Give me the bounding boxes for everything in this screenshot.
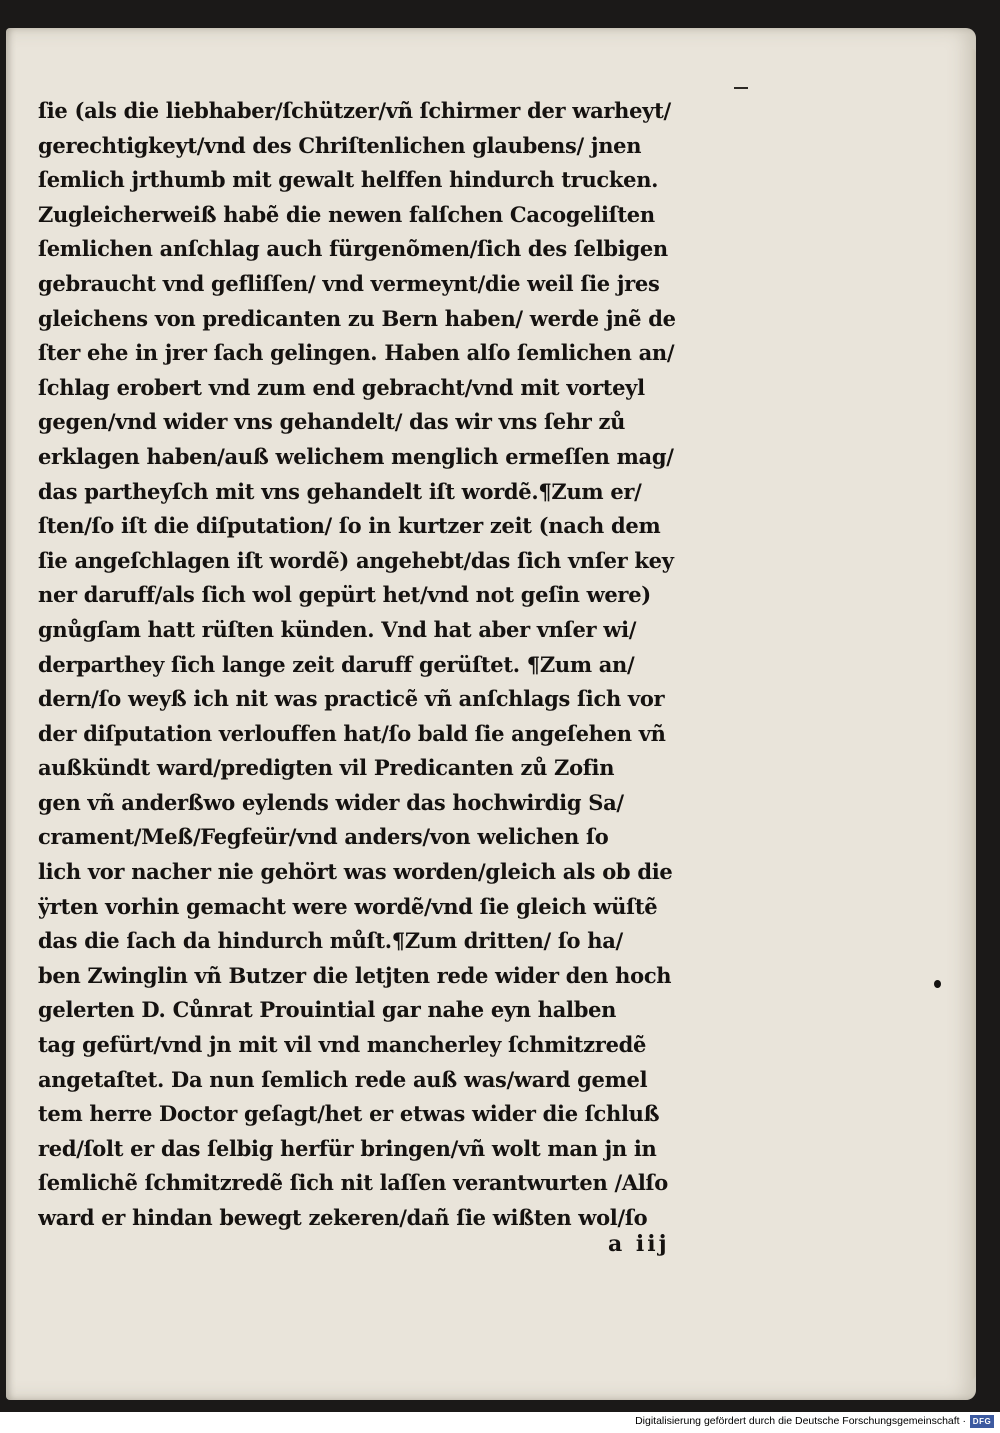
text-line: ſemlichẽ ſchmitzredẽ ſich nit laſſen verantwurten /Alſo [38, 1170, 668, 1196]
margin-ink-dot [934, 980, 941, 988]
text-line: ner daruff/als ſich wol gepürt het/vnd not geſin were) [38, 582, 651, 608]
signature-mark: a iij [608, 1231, 670, 1257]
text-line: der diſputation verlouffen hat/ſo bald ſie angeſehen vñ [38, 720, 666, 746]
text-line: ſemlichen anſchlag auch fürgenõmen/ſich des ſelbigen [38, 236, 668, 262]
text-line: gleichens von predicanten zu Bern haben/ werde jnẽ de [38, 305, 676, 331]
text-line: derparthey ſich lange zeit daruff gerüſtet. ¶Zum an/ [38, 651, 635, 677]
text-line: ward er hindan bewegt zekeren/dañ ſie wißten wol/ſo [38, 1205, 648, 1230]
text-line: crament/Meß/Fegfeür/vnd anders/von welichen ſo [38, 824, 609, 850]
text-line: gnůgſam hatt rüſten künden. Vnd hat aber vnſer wi/ [38, 616, 637, 642]
text-line: das die ſach da hindurch můſt.¶Zum dritten/ ſo ha/ [38, 928, 623, 954]
text-line: das partheyſch mit vns gehandelt iſt wordẽ.¶Zum er/ [38, 478, 642, 504]
text-line: Zugleicherweiß habẽ die newen falſchen Cacogeliſten [38, 201, 655, 227]
ink-speck [734, 87, 748, 89]
text-line: erklagen haben/auß welichem menglich ermeſſen mag/ [38, 443, 674, 469]
text-line: dern/ſo weyß ich nit was practicẽ vñ anſchlags ſich vor [38, 686, 665, 712]
text-line: ſten/ſo iſt die diſputation/ ſo in kurtzer zeit (nach dem [38, 513, 661, 539]
text-line: tag gefürt/vnd jn mit vil vnd mancherley ſchmitzredẽ [38, 1032, 647, 1058]
text-line: gegen/vnd wider vns gehandelt/ das wir vns ſehr zů [38, 409, 626, 435]
funding-notice: Digitalisierung gefördert durch die Deutsche Forschungsgemeinschaft · [635, 1415, 966, 1427]
footer-bar [0, 1412, 1000, 1433]
page-edge [970, 48, 976, 1380]
book-page [6, 28, 976, 1400]
text-line: red/ſolt er das ſelbig herfür bringen/vñ wolt man jn in [38, 1135, 657, 1161]
text-line: ſemlich jrthumb mit gewalt helffen hindurch trucken. [38, 167, 659, 193]
text-line: tem herre Doctor geſagt/het er etwas wider die ſchluß [38, 1101, 660, 1127]
text-line: ben Zwinglin vñ Butzer die letjten rede wider den hoch [38, 962, 672, 988]
text-line: gebraucht vnd gefliſſen/ vnd vermeynt/die weil ſie jres [38, 270, 660, 296]
page-text-block [38, 94, 778, 1236]
text-line: gerechtigkeyt/vnd des Chriſtenlichen glaubens/ jnen [38, 132, 642, 158]
text-line: ÿrten vorhin gemacht were wordẽ/vnd ſie gleich wüſtẽ [38, 893, 658, 919]
dfg-logo-icon: DFG [970, 1415, 994, 1428]
text-line: ſter ehe in jrer ſach gelingen. Haben alſo ſemlichen an/ [38, 340, 675, 366]
text-line: außkündt ward/predigten vil Predicanten zů Zofin [38, 755, 615, 781]
text-line: angetaſtet. Da nun ſemlich rede auß was/ward gemel [38, 1066, 648, 1092]
text-line: gelerten D. Cůnrat Prouintial gar nahe eyn halben [38, 997, 617, 1023]
text-line: ſchlag erobert vnd zum end gebracht/vnd mit vorteyl [38, 374, 645, 400]
text-line: lich vor nacher nie gehört was worden/gleich als ob die [38, 859, 673, 885]
text-line: ſie (als die liebhaber/ſchützer/vñ ſchirmer der warheyt/ [38, 98, 671, 123]
text-line: ſie angeſchlagen iſt wordẽ) angehebt/das ſich vnſer key [38, 547, 674, 573]
text-line: gen vñ anderßwo eylends wider das hochwirdig Sa/ [38, 789, 624, 815]
